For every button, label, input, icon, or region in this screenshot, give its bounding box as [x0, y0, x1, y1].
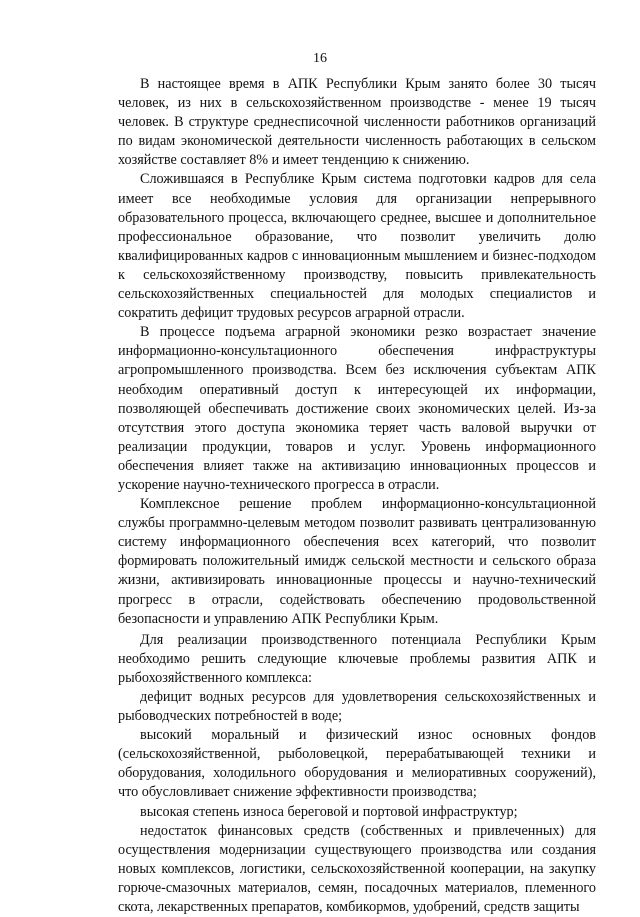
paragraph: Для реализации производственного потенциала Республики Крым необходимо решить следующие ключевые проблемы развития АПК и рыбохозяйственного комплекса: [118, 631, 596, 686]
list-item: высокий моральный и физический износ основных фондов (сельскохозяйственной, рыболовецкой, перерабатывающей техники и оборудования, холодильного оборудования и мелиоративных сооружений), что обусловливает снижение эффективности производства; [118, 727, 596, 801]
body-text [118, 75, 596, 917]
paragraph: Комплексное решение проблем информационно-консультационной службы программно-целевым методом позволит развивать централизованную систему информационного обеспечения всех категорий, что позволит формировать положительный имидж сельской местности и сельского образа жизни, активизировать инновационные процессы и научно-технический прогресс в отрасли, содействовать обеспечению продовольственной безопасности и управлению АПК Республики Крым. [118, 496, 596, 627]
paragraph: В процессе подъема аграрной экономики резко возрастает значение информационно-консультационного обеспечения инфраструктуры агропромышленного производства. Всем без исключения субъектам АПК необходим оперативный доступ к интересующей их информации, позволяющей обеспечивать достижение своих экономических целей. Из-за отсутствия этого доступа экономика теряет часть валовой выручки от реализации продукции, товаров и услуг. Уровень информационного обеспечения влияет также на активизацию инновационных процессов и ускорение научно-технического прогресса в отрасли. [118, 324, 596, 493]
list-item: недостаток финансовых средств (собственных и привлеченных) для осуществления модернизации существующего производства или создания новых комплексов, логистики, сельскохозяйственной кооперации, на закупку горюче-смазочных материалов, семян, посадочных материалов, племенного скота, лекарственных препаратов, комбикормов, удобрений, средств защиты [118, 822, 596, 916]
list-item: высокая степень износа береговой и портовой инфраструктур; [140, 803, 518, 820]
list-item: дефицит водных ресурсов для удовлетворения сельскохозяйственных и рыбоводческих потребностей в воде; [118, 689, 596, 725]
page-number: 16 [313, 51, 327, 66]
paragraph: Сложившаяся в Республике Крым система подготовки кадров для села имеет все необходимые условия для организации непрерывного образовательного процесса, включающего среднее, высшее и дополнительное профессиональное образование, что позволит увеличить долю квалифицированных кадров с инновационным мышлением и бизнес-подходом к сельскохозяйственному производству, повысить привлекательность сельскохозяйственных специальностей для молодых специалистов и сократить дефицит трудовых ресурсов аграрной отрасли. [118, 171, 596, 322]
paragraph: В настоящее время в АПК Республики Крым занято более 30 тысяч человек, из них в сельскохозяйственном производстве - менее 19 тысяч человек. В структуре среднесписочной численности работников организаций по видам экономической деятельности численность работающих в сельском хозяйстве составляет 8% и имеет тенденцию к снижению. [118, 76, 596, 169]
